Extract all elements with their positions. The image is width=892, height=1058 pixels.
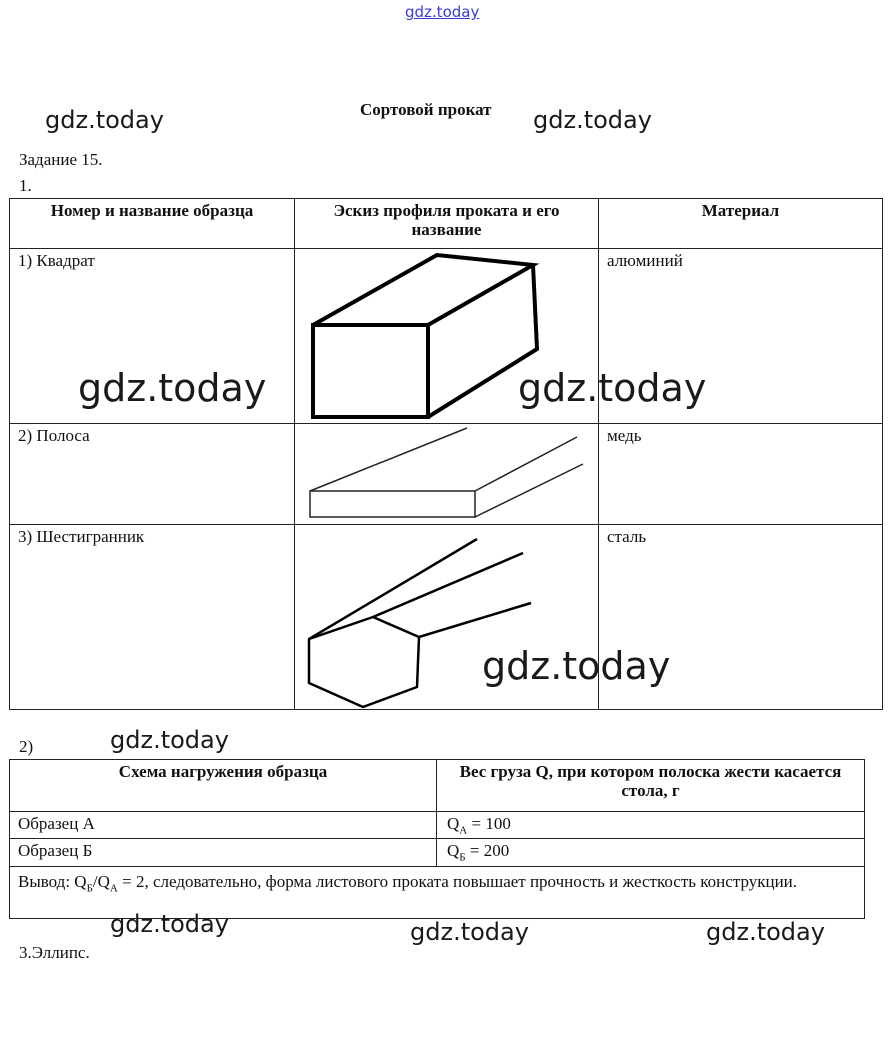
conclusion-mid: /Q [92, 871, 110, 891]
sample-name-cell: 1) Квадрат [10, 249, 295, 424]
watermark: gdz.today [482, 644, 671, 688]
conclusion-prefix: Вывод: Q [18, 871, 87, 891]
task-label: Задание 15. [19, 150, 103, 169]
material-cell: сталь [599, 525, 883, 710]
watermark: gdz.today [45, 106, 164, 134]
header-sample-name: Номер и название образца [10, 199, 295, 249]
watermark: gdz.today [78, 366, 267, 410]
flat-strip-drawing [295, 424, 598, 524]
sample-cell: Образец А [10, 812, 437, 839]
part2-label: 2) [19, 737, 34, 756]
table-row [10, 812, 865, 839]
sample-name-cell: 2) Полоса [10, 424, 295, 525]
q-subscript: Б [459, 851, 466, 864]
conclusion-sub-a: А [109, 882, 118, 895]
part3-answer: 3.Эллипс. [19, 943, 90, 962]
watermark: gdz.today [410, 918, 529, 946]
watermark: gdz.today [110, 910, 229, 938]
profiles-header-row [10, 199, 883, 249]
table-row [10, 839, 865, 866]
watermark: gdz.today [110, 726, 229, 754]
q-value: = 100 [467, 814, 511, 833]
top-watermark-link[interactable]: gdz.today [405, 3, 480, 21]
weight-cell [437, 839, 865, 866]
header-loading-scheme: Схема нагружения образца [10, 760, 437, 812]
q-subscript: А [459, 824, 468, 837]
sample-name-cell: 3) Шестигранник [10, 525, 295, 710]
material-cell: алюминий [599, 249, 883, 424]
header-load-weight: Вес груза Q, при котором полоска жести касается стола, г [437, 760, 865, 812]
conclusion-sub-b: Б [86, 882, 93, 895]
header-sketch: Эскиз профиля проката и его название [295, 199, 599, 249]
weight-cell [437, 812, 865, 839]
loading-header-row [10, 760, 865, 812]
material-cell: медь [599, 424, 883, 525]
table-row [10, 424, 883, 525]
loading-table [9, 759, 865, 919]
sketch-flat-strip [295, 424, 599, 525]
table-row [10, 525, 883, 710]
q-value: = 200 [465, 841, 510, 861]
watermark: gdz.today [706, 918, 825, 946]
watermark: gdz.today [533, 106, 652, 134]
header-material: Материал [599, 199, 883, 249]
sample-cell: Образец Б [10, 839, 437, 866]
profiles-table [9, 198, 883, 710]
conclusion-text: = 2, следовательно, форма листового проката повышает прочность и жесткость конструкции. [117, 871, 798, 891]
q-symbol: Q [447, 841, 460, 861]
q-symbol: Q [447, 814, 460, 833]
watermark: gdz.today [518, 366, 707, 410]
page-title: Сортовой прокат [360, 100, 492, 119]
part1-label: 1. [19, 176, 32, 195]
